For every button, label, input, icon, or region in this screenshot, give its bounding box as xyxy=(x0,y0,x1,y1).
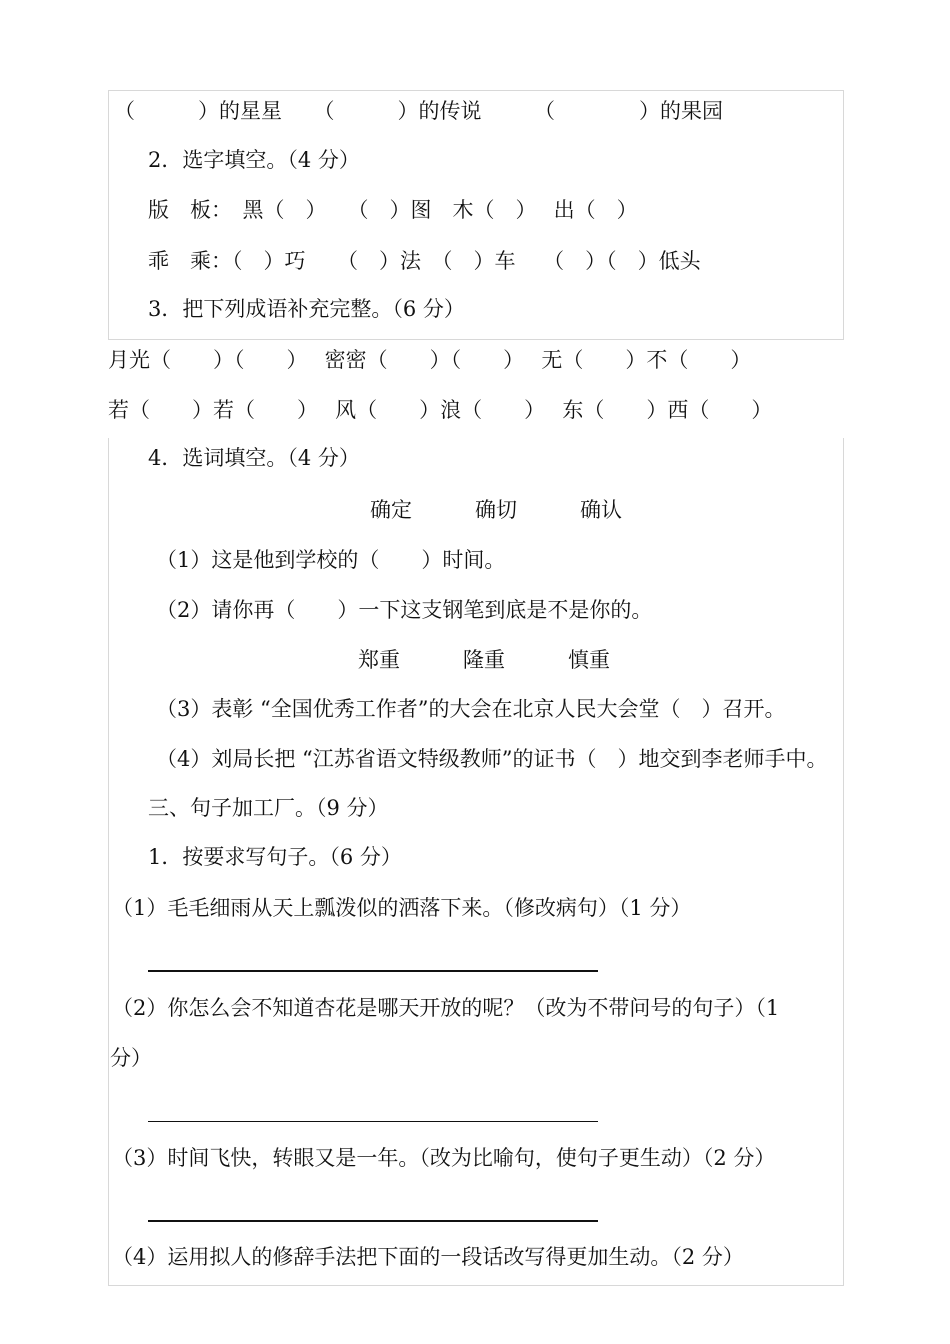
line-idioms-2: 若（ ）若（ ） 风（ ）浪（ ） 东（ ）西（ ） xyxy=(108,398,773,422)
line-q4-4: （4）刘局长把 “江苏省语文特级教师”的证书（ ）地交到李老师手中。 xyxy=(156,747,828,771)
answer-line-1 xyxy=(148,970,598,972)
line-s3-q1-3: （3）时间飞快，转眼又是一年。（改为比喻句，使句子更生动）（2 分） xyxy=(112,1146,776,1170)
line-q2-ban: 版 板： 黑（ ） （ ）图 木（ ） 出（ ） xyxy=(148,198,638,222)
line-s3-q1-2: （2）你怎么会不知道杏花是哪天开放的呢？（改为不带问号的句子）（1 xyxy=(112,996,780,1020)
answer-line-3 xyxy=(148,1220,598,1222)
line-idioms-1: 月光（ ）（ ） 密密（ ）（ ） 无（ ）不（ ） xyxy=(108,348,752,372)
answer-line-2 xyxy=(148,1121,598,1122)
line-q4-2: （2）请你再（ ）一下这支钢笔到底是不是你的。 xyxy=(156,598,653,622)
line-q4-1: （1）这是他到学校的（ ）时间。 xyxy=(156,548,506,572)
line-words-2: 郑重 隆重 慎重 xyxy=(358,648,610,672)
line-q4-3: （3）表彰 “全国优秀工作者”的大会在北京人民大会堂（ ）召开。 xyxy=(156,697,786,721)
line-q4-title: 4．选词填空。（4 分） xyxy=(148,446,360,470)
line-q2-title: 2．选字填空。（4 分） xyxy=(148,148,360,172)
line-q3-title: 3．把下列成语补充完整。（6 分） xyxy=(148,297,465,321)
line-section3-title: 三、句子加工厂。（9 分） xyxy=(148,796,389,820)
line-s3-q1-2-cont: 分） xyxy=(110,1046,152,1070)
line-s3-q1-1: （1）毛毛细雨从天上瓢泼似的洒落下来。（修改病句）（1 分） xyxy=(112,896,692,920)
line-s3-q1-4: （4）运用拟人的修辞手法把下面的一段话改写得更加生动。（2 分） xyxy=(112,1245,744,1269)
line-words-1: 确定 确切 确认 xyxy=(370,498,622,522)
line-phrases: （ ）的星星 （ ）的传说 （ ）的果园 xyxy=(114,99,723,123)
line-s3-q1-title: 1．按要求写句子。（6 分） xyxy=(148,845,402,869)
line-q2-guai: 乖 乘：（ ）巧 （ ）法 （ ）车 （ ）（ ）低头 xyxy=(148,249,701,273)
